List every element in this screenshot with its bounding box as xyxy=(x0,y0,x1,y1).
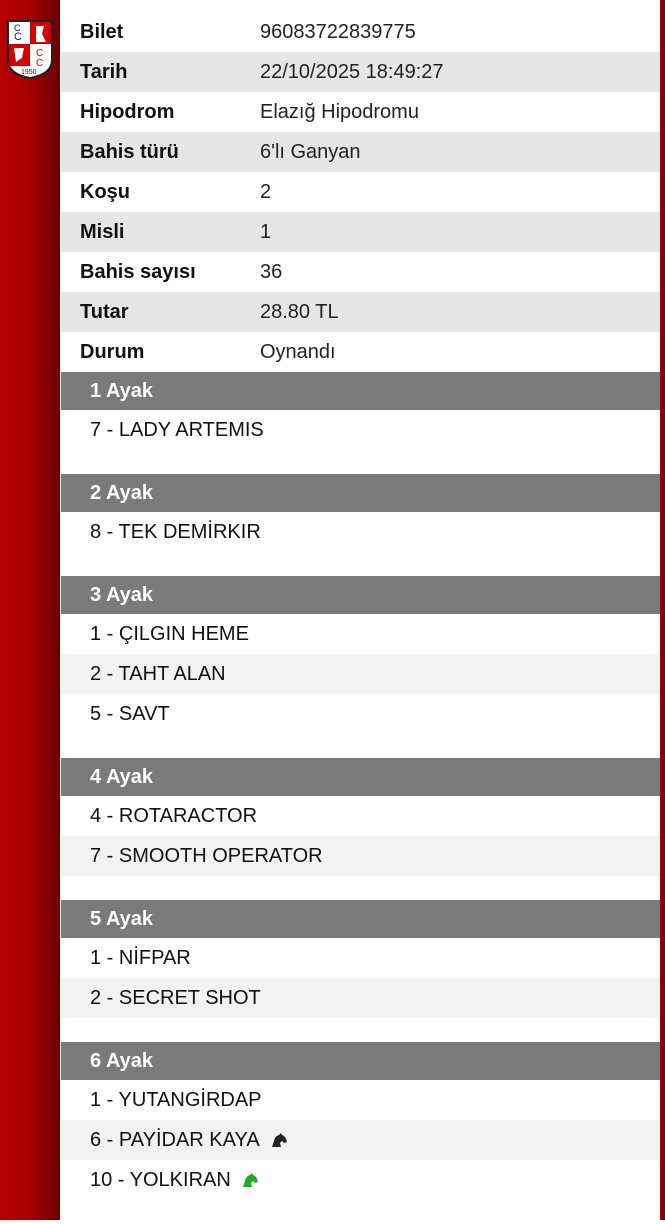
ticket-details xyxy=(61,12,660,1224)
info-label: Bahis türü xyxy=(80,140,179,163)
info-row xyxy=(61,92,660,132)
leg-header: 6 Ayak xyxy=(61,1042,660,1080)
horse-name: 1 - ÇILGIN HEME xyxy=(90,622,249,645)
horse-item[interactable] xyxy=(61,978,660,1018)
horse-item[interactable] xyxy=(61,1160,660,1200)
info-row xyxy=(61,292,660,332)
legs-list xyxy=(61,372,660,1224)
horse-head-icon xyxy=(241,1172,259,1188)
leg-spacer xyxy=(61,1200,660,1224)
info-value: Elazığ Hipodromu xyxy=(260,100,419,123)
horse-name: 2 - TAHT ALAN xyxy=(90,662,226,685)
horse-name: 1 - YUTANGİRDAP xyxy=(90,1088,262,1111)
leg-header: 5 Ayak xyxy=(61,900,660,938)
ticket-info-table xyxy=(61,12,660,372)
horse-name: 7 - LADY ARTEMIS xyxy=(90,418,264,441)
horse-item[interactable] xyxy=(61,1120,660,1160)
leg-header: 1 Ayak xyxy=(61,372,660,410)
horse-item[interactable] xyxy=(61,614,660,654)
info-value: 96083722839775 xyxy=(260,20,416,43)
horse-name: 7 - SMOOTH OPERATOR xyxy=(90,844,323,867)
info-label: Bilet xyxy=(80,20,124,43)
horse-name: 8 - TEK DEMİRKIR xyxy=(90,520,261,543)
svg-text:C: C xyxy=(14,31,22,43)
horse-name: 5 - SAVT xyxy=(90,702,170,725)
svg-text:C: C xyxy=(14,23,21,33)
info-label: Koşu xyxy=(80,180,130,203)
leg-header: 3 Ayak xyxy=(61,576,660,614)
info-value: 22/10/2025 18:49:27 xyxy=(260,60,444,83)
info-value: Oynandı xyxy=(260,340,336,363)
svg-text:C: C xyxy=(36,48,44,59)
horse-name: 1 - NİFPAR xyxy=(90,946,191,969)
horse-item[interactable] xyxy=(61,938,660,978)
info-label: Durum xyxy=(80,340,145,363)
leg-header: 2 Ayak xyxy=(61,474,660,512)
info-label: Bahis sayısı xyxy=(80,260,196,283)
horse-name: 6 - PAYİDAR KAYA xyxy=(90,1128,260,1151)
info-label: Tutar xyxy=(80,300,129,323)
info-value: 36 xyxy=(260,260,283,283)
horse-name: 10 - YOLKIRAN xyxy=(90,1168,231,1191)
horse-item[interactable] xyxy=(61,1080,660,1120)
info-row xyxy=(61,132,660,172)
info-row xyxy=(61,52,660,92)
leg-spacer xyxy=(61,552,660,576)
horse-item[interactable] xyxy=(61,836,660,876)
info-value: 28.80 TL xyxy=(260,300,339,323)
horse-head-icon xyxy=(270,1132,288,1148)
info-label: Misli xyxy=(80,220,125,243)
leg-spacer xyxy=(61,1018,660,1042)
info-row xyxy=(61,172,660,212)
info-label: Hipodrom xyxy=(80,100,175,123)
side-bar xyxy=(0,0,60,1220)
tjk-logo-icon xyxy=(6,18,54,80)
info-value: 6'lı Ganyan xyxy=(260,140,361,163)
leg-spacer xyxy=(61,734,660,758)
svg-text:C: C xyxy=(36,58,44,69)
horse-item[interactable] xyxy=(61,694,660,734)
info-row xyxy=(61,12,660,52)
info-row xyxy=(61,212,660,252)
leg-spacer xyxy=(61,450,660,474)
horse-item[interactable] xyxy=(61,512,660,552)
info-value: 1 xyxy=(260,220,272,243)
info-label: Tarih xyxy=(80,60,128,83)
horse-item[interactable] xyxy=(61,410,660,450)
leg-header: 4 Ayak xyxy=(61,758,660,796)
horse-name: 2 - SECRET SHOT xyxy=(90,986,261,1009)
horse-item[interactable] xyxy=(61,654,660,694)
horse-item[interactable] xyxy=(61,796,660,836)
info-row xyxy=(61,332,660,372)
info-row xyxy=(61,252,660,292)
logo-year: 1950 xyxy=(21,69,37,76)
right-edge-bar xyxy=(660,0,665,1220)
info-value: 2 xyxy=(260,180,272,203)
leg-spacer xyxy=(61,876,660,900)
horse-name: 4 - ROTARACTOR xyxy=(90,804,258,827)
